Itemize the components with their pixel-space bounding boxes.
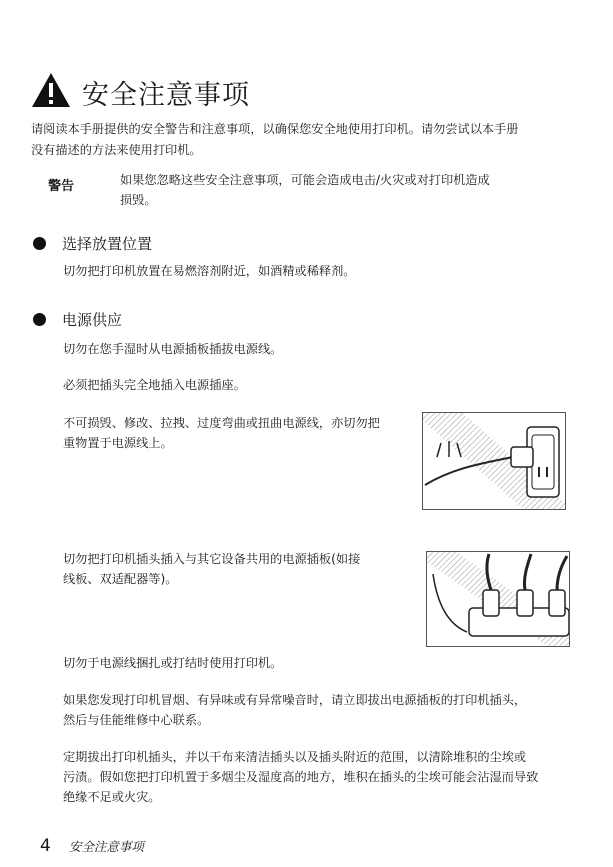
power-paragraph	[63, 549, 413, 589]
page-title: 安全注意事项	[82, 79, 250, 111]
power-paragraph	[63, 413, 413, 453]
intro-line: 请阅读本手册提供的安全警告和注意事项，以确保您安全地使用打印机。请勿尝试以本手册	[31, 122, 519, 136]
placement-text: 切勿把打印机放置在易燃溶剂附近，如酒精或稀释剂。	[63, 264, 356, 278]
paragraph-line: 定期拔出打印机插头，并以干布来清洁插头以及插头附近的范围，以清除堆积的尘埃或	[63, 750, 527, 764]
page-number: 4	[40, 836, 51, 856]
intro-line: 没有描述的方法来使用打印机。	[31, 143, 202, 157]
paragraph-line: 然后与佳能维修中心联系。	[63, 713, 210, 727]
power-paragraph: 切勿在您手湿时从电源插板插拔电源线。	[63, 342, 283, 356]
power-paragraph: 切勿于电源线捆扎或打结时使用打印机。	[63, 656, 283, 670]
figure-power-strip	[426, 551, 570, 647]
intro-paragraph	[31, 119, 579, 161]
paragraph-line: 不可损毁、修改、拉拽、过度弯曲或扭曲电源线，亦切勿把	[63, 416, 380, 430]
bullet-icon	[33, 237, 46, 250]
paragraph-line: 线板、双适配器等)。	[63, 572, 178, 586]
bullet-icon	[33, 313, 46, 326]
warning-text	[120, 170, 540, 210]
power-paragraph	[63, 690, 583, 730]
paragraph-line: 重物置于电源线上。	[63, 436, 173, 450]
paragraph-line: 绝缘不足或火灾。	[63, 790, 161, 804]
footer-section-label: 安全注意事项	[68, 839, 144, 854]
warning-line: 如果您忽略这些安全注意事项，可能会造成电击/火灾或对打印机造成	[120, 173, 490, 187]
warning-line: 损毁。	[120, 193, 157, 207]
page-footer	[40, 836, 144, 856]
section-title-placement: 选择放置位置	[62, 235, 153, 253]
paragraph-line: 污渍。假如您把打印机置于多烟尘及湿度高的地方，堆积在插头的尘埃可能会沾湿而导致	[63, 770, 539, 784]
paragraph-line: 如果您发现打印机冒烟、有异味或有异常噪音时，请立即拔出电源插板的打印机插头，	[63, 693, 527, 707]
warning-triangle-icon	[30, 71, 72, 113]
paragraph-line: 切勿把打印机插头插入与其它设备共用的电源插板(如接	[63, 552, 361, 566]
power-paragraph: 必须把插头完全地插入电源插座。	[63, 378, 246, 392]
page-header	[30, 72, 250, 112]
section-title-power: 电源供应	[62, 311, 123, 329]
warning-label: 警告	[48, 179, 75, 194]
power-paragraph	[63, 747, 593, 807]
figure-plug-outlet	[422, 412, 566, 510]
